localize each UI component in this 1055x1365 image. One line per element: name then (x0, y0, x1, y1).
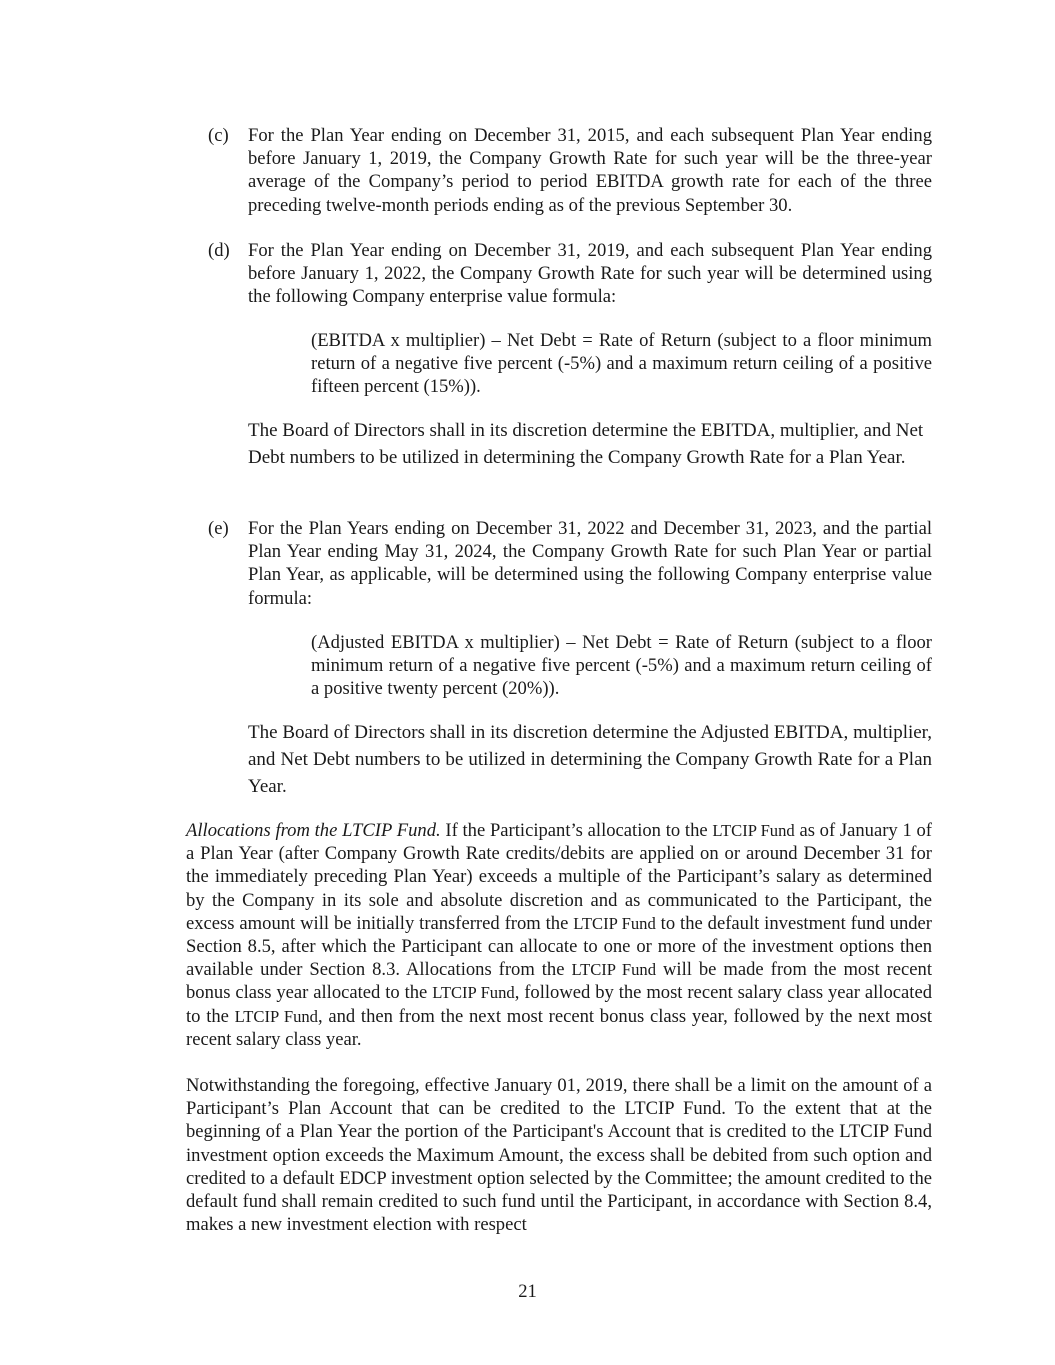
list-marker: (e) (208, 518, 229, 539)
text-segment: will be made from the most recent bonus class year allocated to the (186, 959, 932, 1004)
list-item-text: For the Plan Year ending on December 31, 2015, and each subsequent Plan Year ending before January 1, 2019, the Company Growth Rate for such year will be the three-year average of the Company’s period to period EBITDA growth rate for each of the three preceding twelve-month periods ending as of the previous September 30. (248, 125, 932, 216)
formula-adjusted-ebitda: (Adjusted EBITDA x multiplier) – Net Debt = Rate of Return (subject to a floor minimum return of a negative five percent (-5%) and a maximum return ceiling of a positive twenty percent (20%)). (311, 632, 932, 700)
board-paragraph-e: The Board of Directors shall in its discretion determine the Adjusted EBITDA, multiplier, and Net Debt numbers to be utilized in determining the Company Growth Rate for a Plan Year. (248, 722, 932, 797)
text-segment: , followed by the most recent salary class year allocated to the (186, 982, 932, 1027)
list-item-text: For the Plan Years ending on December 31, 2022 and December 31, 2023, and the partial Plan Year ending May 31, 2024, the Company Growth Rate for such Plan Year or partial Plan Year, as applicable, will be determined using the following Company enterprise value formula: (248, 518, 932, 609)
allocations-heading: Allocations from the LTCIP Fund. (186, 820, 441, 841)
notwithstanding-paragraph: Notwithstanding the foregoing, effective January 01, 2019, there shall be a limit on the amount of a Participant’s Plan Account that can be credited to the LTCIP Fund. To the extent that at the beginning of a Plan Year the portion of the Participant's Account that is credited to the LTCIP Fund investment option exceeds the Maximum Amount, the excess shall be debited from such option and credited to a default EDCP investment option selected by the Committee; the amount credited to the default fund shall remain credited to such fund until the Participant, in accordance with Section 8.4, makes a new investment election with respect (186, 1075, 932, 1236)
fund-name: LTCIP Fund (432, 983, 515, 1003)
text-segment: If the Participant’s allocation to the (440, 820, 713, 841)
text-segment: as of January 1 of a Plan Year (after Company Growth Rate credits/debits are applied on or around December 31 for the immediately preceding Plan Year) exceeds a multiple of the Participant’s salary as determined by the Company in its sole and absolute discretion and as communicated to the Participant, the excess amount will be initially transferred from the (186, 820, 932, 934)
fund-name: LTCIP Fund (573, 913, 656, 933)
board-paragraph-d: The Board of Directors shall in its discretion determine the EBITDA, multiplier, and Net Debt numbers to be utilized in determining the Company Growth Rate for a Plan Year. (248, 420, 924, 468)
fund-name: LTCIP Fund (571, 960, 657, 980)
text-segment: to the default investment fund under Section 8.5, after which the Participant can allocate to one or more of the investment options then available under Section 8.3. Allocations from the (186, 912, 933, 981)
fund-name: LTCIP Fund (234, 1006, 318, 1026)
list-item-text: For the Plan Year ending on December 31, 2019, and each subsequent Plan Year ending before January 1, 2022, the Company Growth Rate for such year will be determined using the following Company enterprise value formula: (248, 240, 932, 308)
list-item-e (208, 517, 932, 610)
allocations-paragraph (186, 819, 932, 1051)
list-marker: (d) (208, 240, 230, 261)
formula-ebitda: (EBITDA x multiplier) – Net Debt = Rate of Return (subject to a floor minimum return of a negative five percent (-5%) and a maximum return ceiling of a positive fifteen percent (15%)). (311, 330, 932, 398)
fund-name: LTCIP Fund (712, 821, 795, 840)
list-item-c (208, 124, 932, 217)
list-item-d (208, 239, 932, 309)
text-segment: , and then from the next most recent bonus class year, followed by the next most recent salary class year. (186, 1005, 932, 1050)
list-marker: (c) (208, 125, 229, 146)
page-number: 21 (518, 1281, 537, 1302)
